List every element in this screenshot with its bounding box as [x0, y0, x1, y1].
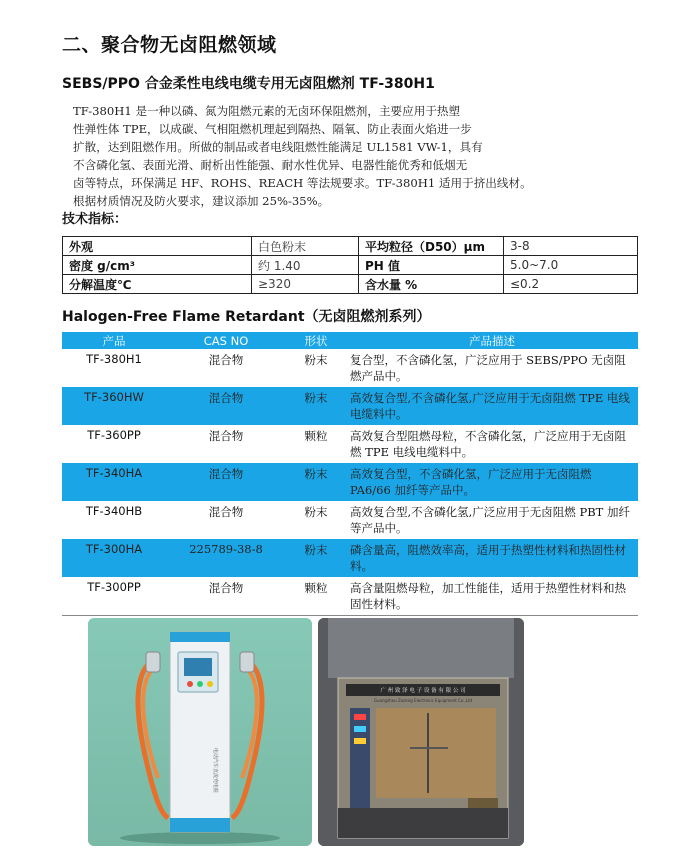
product-form: 粉末: [286, 387, 346, 425]
product-name: TF-380H1: [86, 352, 142, 366]
product-description: 复合型，不含磷化氢，广泛应用于 SEBS/PPO 无卤阻燃产品中。: [350, 353, 626, 383]
series-title: Halogen-Free Flame Retardant（无卤阻燃剂系列）: [62, 309, 431, 325]
product-name: TF-360HW: [62, 387, 166, 425]
spec-value: ≤0.2: [504, 275, 638, 294]
spec-heading: 技术指标：: [62, 212, 128, 227]
spec-row: [63, 256, 638, 275]
product-cas: 混合物: [166, 577, 286, 616]
table-row: [62, 577, 638, 616]
charger-caption: 电动汽车直流充电桩: [212, 748, 218, 794]
spec-key: PH 值: [359, 256, 504, 275]
spec-key: 分解温度℃: [63, 275, 252, 294]
product-table-header: [62, 332, 638, 349]
spec-key: 平均粒径（D50）μm: [359, 237, 504, 256]
header-description: 产品描述: [346, 332, 638, 349]
test-chamber-photo: [318, 618, 524, 846]
header-product: 产品: [62, 332, 166, 349]
product-form: 粉末: [286, 539, 346, 577]
product-name: TF-340HA: [62, 463, 166, 501]
spec-value: 白色粉末: [252, 237, 359, 256]
spec-table: [62, 236, 638, 294]
spec-value: ≥320: [252, 275, 359, 294]
spec-key: 含水量 %: [359, 275, 504, 294]
product-title: SEBS/PPO 合金柔性电线电缆专用无卤阻燃剂 TF-380H1: [62, 76, 435, 92]
product-form: 颗粒: [304, 429, 328, 443]
spec-key: 外观: [63, 237, 252, 256]
charger-illustration: [88, 618, 312, 846]
product-cas: 225789-38-8: [166, 539, 286, 577]
chamber-panel-en: Guangzhou Zezeng Electronic Equipment Co.,Ltd: [373, 698, 473, 703]
product-cas: 混合物: [208, 505, 244, 519]
header-form: 形状: [286, 332, 346, 349]
product-description: 高效复合型，不含磷化氢，广泛应用于无卤阻燃 PA6/66 加纤等产品中。: [346, 463, 638, 501]
product-form: 粉末: [304, 353, 328, 367]
table-row: [62, 463, 638, 501]
spec-value: 3-8: [504, 237, 638, 256]
charger-photo: [88, 618, 312, 846]
product-form: 颗粒: [286, 577, 346, 616]
spec-row: [63, 237, 638, 256]
product-name: TF-300PP: [62, 577, 166, 616]
product-table: [62, 332, 638, 616]
product-description: 高效复合型,不含磷化氢,广泛应用于无卤阻燃 PBT 加纤等产品中。: [350, 505, 630, 535]
product-cas: 混合物: [166, 387, 286, 425]
product-cas: 混合物: [208, 353, 244, 367]
chamber-illustration: [318, 618, 524, 846]
product-name: TF-360PP: [87, 428, 141, 442]
product-form: 粉末: [286, 463, 346, 501]
product-description: 磷含量高，阻燃效率高，适用于热塑性材料和热固性材料。: [346, 539, 638, 577]
intro-paragraph: TF-380H1 是一种以磷、氮为阻燃元素的无卤环保阻燃剂，主要应用于热塑 性弹性体 TPE，以成碳、气相阻燃机理起到隔热、隔氧、防止表面火焰进一步 扩散，达到阻燃作用。所做的制品或者电线阻燃性能满足 UL1581 VW-1，具有 不含磷化氢、表面光滑、耐析出性能强、耐水性优异、电器性能优秀和低烟无 卤等特点，环保满足 HF、ROHS、REACH 等法规要求。TF-380H1 适用于挤出线材。 根据材质情况及防火要求，建议添加 25%-35%。: [73, 104, 532, 208]
product-description: 高含量阻燃母粒，加工性能佳，适用于热塑性材料和热固性材料。: [346, 577, 638, 616]
spec-key: 密度 g/cm³: [63, 256, 252, 275]
product-cas: 混合物: [166, 463, 286, 501]
chamber-panel-cn: 广 州 致 泽 电 子 设 备 有 限 公 司: [380, 688, 466, 694]
table-row: [62, 501, 638, 539]
table-row: [62, 425, 638, 463]
product-name: TF-300HA: [62, 539, 166, 577]
spec-row: [63, 275, 638, 294]
product-form: 粉末: [304, 505, 328, 519]
table-row: [62, 387, 638, 425]
header-cas: CAS NO: [166, 332, 286, 349]
product-name: TF-340HB: [85, 504, 143, 518]
product-cas: 混合物: [208, 429, 244, 443]
table-row: [62, 349, 638, 387]
section-title: 二、聚合物无卤阻燃领域: [62, 34, 277, 56]
spec-value: 5.0~7.0: [504, 256, 638, 275]
product-description: 高效复合型阻燃母粒，不含磷化氢，广泛应用于无卤阻燃 TPE 电线电缆料中。: [350, 429, 626, 459]
spec-value: 约 1.40: [252, 256, 359, 275]
product-description: 高效复合型,不含磷化氢,广泛应用于无卤阻燃 TPE 电线电缆料中。: [346, 387, 638, 425]
table-row: [62, 539, 638, 577]
